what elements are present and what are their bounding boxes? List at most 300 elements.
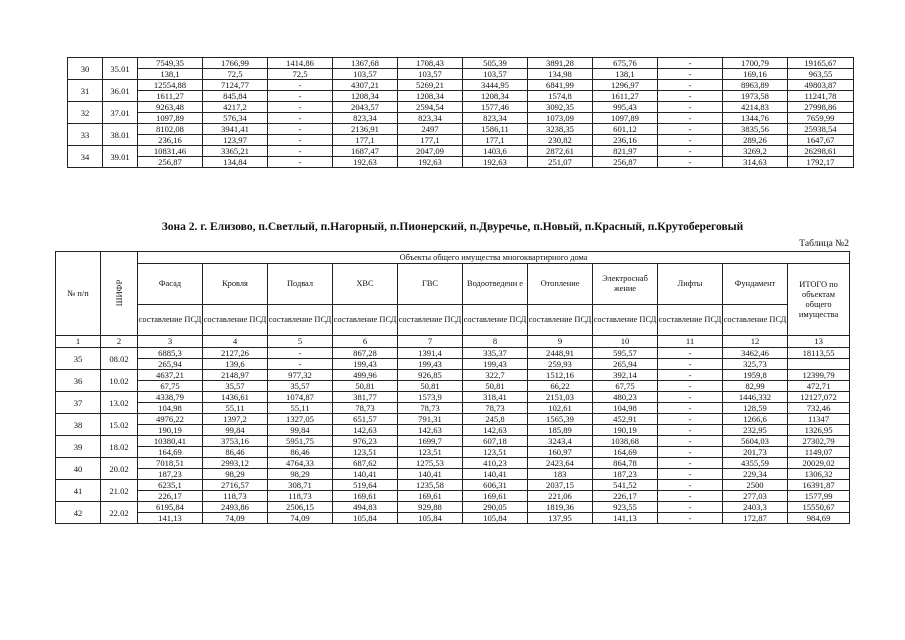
cell-cost: 2403,3 xyxy=(723,502,788,513)
cell-psd-cost: 187,23 xyxy=(138,469,203,480)
row-shifr: 15.02 xyxy=(101,414,138,436)
cell-psd-cost: - xyxy=(658,425,723,436)
table-row xyxy=(56,381,850,392)
cell-psd-cost: - xyxy=(658,513,723,524)
cell-cost: 4217,2 xyxy=(203,102,268,113)
cell-cost: 1573,9 xyxy=(398,392,463,403)
cell-psd-cost: - xyxy=(658,91,723,102)
cell-psd-cost: 169,61 xyxy=(463,491,528,502)
cell-psd-cost: 1208,34 xyxy=(463,91,528,102)
cell-psd-cost: 1306,32 xyxy=(788,469,850,480)
table-row xyxy=(56,414,850,425)
cell-cost: 410,23 xyxy=(463,458,528,469)
cell-cost: 335,37 xyxy=(463,348,528,359)
table-row xyxy=(56,469,850,480)
cell-cost: 3092,35 xyxy=(528,102,593,113)
row-number: 33 xyxy=(68,124,103,146)
cell-cost: 1577,46 xyxy=(463,102,528,113)
cell-cost: 601,12 xyxy=(593,124,658,135)
cell-cost: 2993,12 xyxy=(203,458,268,469)
cell-cost: 3891,28 xyxy=(528,58,593,69)
cell-cost: 1266,6 xyxy=(723,414,788,425)
header-column-number: 6 xyxy=(333,336,398,348)
cell-cost: 4764,33 xyxy=(268,458,333,469)
header-category: Водоотведени е xyxy=(463,264,528,305)
cell-psd-cost: 138,1 xyxy=(593,69,658,80)
header-column-number: 5 xyxy=(268,336,333,348)
cell-cost: 1565,39 xyxy=(528,414,593,425)
cell-cost: 2151,03 xyxy=(528,392,593,403)
table-row xyxy=(68,91,854,102)
table-row xyxy=(56,392,850,403)
cell-cost: 1367,68 xyxy=(333,58,398,69)
cell-psd-cost: 105,84 xyxy=(398,513,463,524)
cell-cost: 1391,4 xyxy=(398,348,463,359)
cell-psd-cost: 123,51 xyxy=(333,447,398,458)
cell-psd-cost: 251,07 xyxy=(528,157,593,168)
cell-psd-cost: 1647,67 xyxy=(788,135,854,146)
cell-psd-cost: 104,98 xyxy=(593,403,658,414)
cell-cost: 519,64 xyxy=(333,480,398,491)
cell-cost: 6841,99 xyxy=(528,80,593,91)
cell-psd-cost: 185,89 xyxy=(528,425,593,436)
cell-psd-cost: 169,16 xyxy=(723,69,788,80)
cell-cost: 505,39 xyxy=(463,58,528,69)
header-group: Объекты общего имущества многоквартирного дома xyxy=(138,252,850,264)
cell-cost: 12127,072 xyxy=(788,392,850,403)
cell-psd-cost: 1097,89 xyxy=(593,113,658,124)
header-category: Кровля xyxy=(203,264,268,305)
cell-cost: 2136,91 xyxy=(333,124,398,135)
cell-cost: 11347 xyxy=(788,414,850,425)
cell-cost: 245,8 xyxy=(463,414,528,425)
cell-psd-cost: 177,1 xyxy=(398,135,463,146)
cell-cost: 8102,08 xyxy=(138,124,203,135)
cell-psd-cost xyxy=(788,359,850,370)
cell-cost: 1446,332 xyxy=(723,392,788,403)
cell-psd-cost: 259,93 xyxy=(528,359,593,370)
cell-cost: 651,57 xyxy=(333,414,398,425)
cell-psd-cost: 105,84 xyxy=(463,513,528,524)
cell-cost: - xyxy=(658,80,723,91)
cell-psd-cost: 86,46 xyxy=(268,447,333,458)
cell-cost: 3238,35 xyxy=(528,124,593,135)
header-sub-psd: составление ПСД xyxy=(138,305,203,336)
cell-cost: 308,71 xyxy=(268,480,333,491)
cell-cost: 3444,95 xyxy=(463,80,528,91)
header-column-number: 12 xyxy=(723,336,788,348)
cell-cost: 595,57 xyxy=(593,348,658,359)
cell-cost: 976,23 xyxy=(333,436,398,447)
cell-psd-cost: 226,17 xyxy=(138,491,203,502)
cell-psd-cost: 183 xyxy=(528,469,593,480)
cell-psd-cost: 199,43 xyxy=(398,359,463,370)
cell-psd-cost: 138,1 xyxy=(138,69,203,80)
cell-psd-cost: 50,81 xyxy=(333,381,398,392)
table-row xyxy=(68,69,854,80)
cell-cost: 923,55 xyxy=(593,502,658,513)
cell-cost: 2037,15 xyxy=(528,480,593,491)
header-sub-psd: составление ПСД xyxy=(658,305,723,336)
header-sub-psd: составление ПСД xyxy=(398,305,463,336)
row-shifr: 38.01 xyxy=(103,124,138,146)
cell-cost: 1074,87 xyxy=(268,392,333,403)
cell-cost: 15550,67 xyxy=(788,502,850,513)
cell-cost: - xyxy=(268,124,333,135)
cell-cost: 606,31 xyxy=(463,480,528,491)
cell-psd-cost: 50,81 xyxy=(463,381,528,392)
header-total: ИТОГО по объектам общего имущества xyxy=(788,264,850,336)
cell-psd-cost: 325,73 xyxy=(723,359,788,370)
cell-cost: 1959,8 xyxy=(723,370,788,381)
row-number: 40 xyxy=(56,458,101,480)
table-row xyxy=(56,425,850,436)
cell-psd-cost: 314,63 xyxy=(723,157,788,168)
cell-psd-cost: 50,81 xyxy=(398,381,463,392)
cell-cost: 2043,57 xyxy=(333,102,398,113)
cell-cost: - xyxy=(268,146,333,157)
cell-psd-cost: 134,84 xyxy=(203,157,268,168)
cell-psd-cost: 823,34 xyxy=(463,113,528,124)
cell-cost: 2500 xyxy=(723,480,788,491)
cell-cost: 926,85 xyxy=(398,370,463,381)
cell-cost: - xyxy=(658,392,723,403)
cell-psd-cost: 123,97 xyxy=(203,135,268,146)
cell-psd-cost: 1208,34 xyxy=(398,91,463,102)
cell-psd-cost: 1792,17 xyxy=(788,157,854,168)
cell-psd-cost: 78,73 xyxy=(463,403,528,414)
table-row xyxy=(68,135,854,146)
cell-psd-cost: 236,16 xyxy=(593,135,658,146)
row-shifr: 22.02 xyxy=(101,502,138,524)
cell-psd-cost: 984,69 xyxy=(788,513,850,524)
cell-cost: 1687,47 xyxy=(333,146,398,157)
cell-psd-cost: 98,29 xyxy=(203,469,268,480)
table-row xyxy=(56,502,850,513)
cell-cost: 1397,2 xyxy=(203,414,268,425)
table-row xyxy=(56,403,850,414)
cell-psd-cost: - xyxy=(658,69,723,80)
cell-psd-cost: 1611,27 xyxy=(593,91,658,102)
cell-cost: 1038,68 xyxy=(593,436,658,447)
cell-psd-cost: 192,63 xyxy=(463,157,528,168)
cell-psd-cost: 139,6 xyxy=(203,359,268,370)
cell-cost: 6195,84 xyxy=(138,502,203,513)
cell-psd-cost: 78,73 xyxy=(333,403,398,414)
header-no: № п/п xyxy=(56,252,101,336)
header-column-number: 10 xyxy=(593,336,658,348)
table-row xyxy=(56,359,850,370)
cell-psd-cost: 172,87 xyxy=(723,513,788,524)
cell-psd-cost: 1574,8 xyxy=(528,91,593,102)
header-sub-psd: составление ПСД xyxy=(333,305,398,336)
cell-cost: 1586,11 xyxy=(463,124,528,135)
bottom-data-table xyxy=(55,251,850,524)
cell-psd-cost: 7659,99 xyxy=(788,113,854,124)
cell-psd-cost: 123,51 xyxy=(463,447,528,458)
row-shifr: 36.01 xyxy=(103,80,138,102)
cell-psd-cost: 142,63 xyxy=(398,425,463,436)
header-column-number: 11 xyxy=(658,336,723,348)
row-number: 30 xyxy=(68,58,103,80)
table-row xyxy=(56,370,850,381)
cell-cost: - xyxy=(658,58,723,69)
cell-cost: 2506,15 xyxy=(268,502,333,513)
cell-cost: - xyxy=(658,370,723,381)
cell-cost: 25938,54 xyxy=(788,124,854,135)
cell-cost: 6235,1 xyxy=(138,480,203,491)
cell-cost: - xyxy=(658,502,723,513)
cell-psd-cost: 190,19 xyxy=(138,425,203,436)
header-category: ХВС xyxy=(333,264,398,305)
cell-psd-cost: - xyxy=(268,135,333,146)
cell-psd-cost: 732,46 xyxy=(788,403,850,414)
header-sub-psd: составление ПСД xyxy=(528,305,593,336)
cell-cost: 929,88 xyxy=(398,502,463,513)
header-column-number: 1 xyxy=(56,336,101,348)
cell-cost: 2127,26 xyxy=(203,348,268,359)
cell-cost: 2047,09 xyxy=(398,146,463,157)
cell-psd-cost: 277,03 xyxy=(723,491,788,502)
cell-psd-cost: 35,57 xyxy=(268,381,333,392)
cell-cost: 49803,87 xyxy=(788,80,854,91)
header-sub-psd: составление ПСД xyxy=(593,305,658,336)
cell-cost: 2493,86 xyxy=(203,502,268,513)
cell-psd-cost: - xyxy=(658,135,723,146)
cell-cost: 4307,21 xyxy=(333,80,398,91)
cell-psd-cost: 1611,27 xyxy=(138,91,203,102)
cell-psd-cost: 229,34 xyxy=(723,469,788,480)
header-category: Фундамент xyxy=(723,264,788,305)
cell-psd-cost: 35,57 xyxy=(203,381,268,392)
cell-cost: - xyxy=(658,414,723,425)
cell-psd-cost: 141,13 xyxy=(593,513,658,524)
cell-cost: 290,05 xyxy=(463,502,528,513)
cell-psd-cost: 82,99 xyxy=(723,381,788,392)
cell-psd-cost: 265,94 xyxy=(593,359,658,370)
header-sub-psd: составление ПСД xyxy=(723,305,788,336)
cell-psd-cost: 1097,89 xyxy=(138,113,203,124)
cell-cost: 1327,05 xyxy=(268,414,333,425)
cell-cost: - xyxy=(658,458,723,469)
header-shifr-label: ШИФР xyxy=(113,279,124,307)
cell-psd-cost: - xyxy=(658,403,723,414)
cell-psd-cost: 66,22 xyxy=(528,381,593,392)
cell-psd-cost: 142,63 xyxy=(333,425,398,436)
cell-cost: 4976,22 xyxy=(138,414,203,425)
cell-psd-cost: 118,73 xyxy=(203,491,268,502)
cell-cost: 1819,36 xyxy=(528,502,593,513)
header-column-number: 13 xyxy=(788,336,850,348)
cell-psd-cost: 128,59 xyxy=(723,403,788,414)
cell-psd-cost: 1208,34 xyxy=(333,91,398,102)
cell-cost: 10831,46 xyxy=(138,146,203,157)
cell-cost: - xyxy=(658,102,723,113)
cell-cost: 1700,79 xyxy=(723,58,788,69)
row-number: 39 xyxy=(56,436,101,458)
cell-cost: 16391,87 xyxy=(788,480,850,491)
cell-cost: 499,96 xyxy=(333,370,398,381)
header-category: Отопление xyxy=(528,264,593,305)
cell-cost: 318,41 xyxy=(463,392,528,403)
cell-cost: 995,43 xyxy=(593,102,658,113)
cell-cost: 2872,61 xyxy=(528,146,593,157)
cell-psd-cost: 199,43 xyxy=(463,359,528,370)
cell-psd-cost: 55,11 xyxy=(203,403,268,414)
cell-psd-cost: 78,73 xyxy=(398,403,463,414)
cell-psd-cost: 265,94 xyxy=(138,359,203,370)
header-column-number: 3 xyxy=(138,336,203,348)
zone-title: Зона 2. г. Елизово, п.Светлый, п.Нагорный, п.Пионерский, п.Двуречье, п.Новый, п.Красный, п.Крутобереговый xyxy=(161,221,744,233)
cell-psd-cost: - xyxy=(268,113,333,124)
cell-cost: 26298,61 xyxy=(788,146,854,157)
cell-psd-cost: 845,84 xyxy=(203,91,268,102)
cell-cost: 7549,35 xyxy=(138,58,203,69)
row-shifr: 13.02 xyxy=(101,392,138,414)
cell-psd-cost: 102,61 xyxy=(528,403,593,414)
header-column-number: 9 xyxy=(528,336,593,348)
cell-psd-cost: 823,34 xyxy=(398,113,463,124)
cell-psd-cost: 1149,07 xyxy=(788,447,850,458)
cell-psd-cost: - xyxy=(268,359,333,370)
cell-cost: 675,76 xyxy=(593,58,658,69)
cell-cost: 1436,61 xyxy=(203,392,268,403)
cell-cost: 4214,83 xyxy=(723,102,788,113)
cell-psd-cost: 289,26 xyxy=(723,135,788,146)
cell-cost: 867,28 xyxy=(333,348,398,359)
cell-psd-cost: - xyxy=(658,469,723,480)
cell-cost: 1699,7 xyxy=(398,436,463,447)
cell-psd-cost: 192,63 xyxy=(333,157,398,168)
cell-cost: 5604,03 xyxy=(723,436,788,447)
cell-psd-cost: 221,06 xyxy=(528,491,593,502)
cell-psd-cost: 140,41 xyxy=(463,469,528,480)
cell-cost: 20029,02 xyxy=(788,458,850,469)
cell-cost: 392,14 xyxy=(593,370,658,381)
cell-psd-cost: 103,57 xyxy=(398,69,463,80)
cell-cost: 1414,86 xyxy=(268,58,333,69)
cell-cost: 3269,2 xyxy=(723,146,788,157)
cell-cost: 10380,41 xyxy=(138,436,203,447)
table-row xyxy=(68,102,854,113)
cell-cost: 27998,86 xyxy=(788,102,854,113)
cell-cost: 3243,4 xyxy=(528,436,593,447)
cell-cost: - xyxy=(658,480,723,491)
cell-psd-cost: 104,98 xyxy=(138,403,203,414)
cell-cost: 7124,77 xyxy=(203,80,268,91)
cell-cost: 1708,43 xyxy=(398,58,463,69)
top-data-table xyxy=(67,57,854,168)
cell-psd-cost: - xyxy=(658,157,723,168)
cell-psd-cost: 118,73 xyxy=(268,491,333,502)
row-number: 38 xyxy=(56,414,101,436)
cell-cost: 1296,97 xyxy=(593,80,658,91)
cell-psd-cost: 232,95 xyxy=(723,425,788,436)
cell-cost: 18113,55 xyxy=(788,348,850,359)
cell-cost: 27302,79 xyxy=(788,436,850,447)
cell-cost: 821,97 xyxy=(593,146,658,157)
cell-psd-cost: 177,1 xyxy=(463,135,528,146)
row-number: 34 xyxy=(68,146,103,168)
cell-psd-cost: 192,63 xyxy=(398,157,463,168)
row-shifr: 35.01 xyxy=(103,58,138,80)
cell-psd-cost: 256,87 xyxy=(138,157,203,168)
header-column-number: 4 xyxy=(203,336,268,348)
cell-psd-cost: 256,87 xyxy=(593,157,658,168)
header-sub-psd: составление ПСД xyxy=(463,305,528,336)
cell-psd-cost: - xyxy=(658,359,723,370)
row-shifr: 21.02 xyxy=(101,480,138,502)
cell-cost: 8963,89 xyxy=(723,80,788,91)
header-category: Лифты xyxy=(658,264,723,305)
cell-psd-cost: 236,16 xyxy=(138,135,203,146)
row-number: 41 xyxy=(56,480,101,502)
cell-cost: 791,31 xyxy=(398,414,463,425)
cell-psd-cost: 140,41 xyxy=(398,469,463,480)
cell-psd-cost: - xyxy=(658,491,723,502)
cell-cost: 864,78 xyxy=(593,458,658,469)
cell-cost: 3835,56 xyxy=(723,124,788,135)
cell-psd-cost: 576,34 xyxy=(203,113,268,124)
table-row xyxy=(68,146,854,157)
header-column-number: 7 xyxy=(398,336,463,348)
cell-cost: 3753,16 xyxy=(203,436,268,447)
cell-psd-cost: 74,09 xyxy=(268,513,333,524)
cell-cost: 3462,46 xyxy=(723,348,788,359)
cell-psd-cost: - xyxy=(658,113,723,124)
cell-psd-cost: 190,19 xyxy=(593,425,658,436)
cell-cost: 3941,41 xyxy=(203,124,268,135)
header-column-number: 2 xyxy=(101,336,138,348)
cell-cost: 6885,3 xyxy=(138,348,203,359)
cell-cost: 977,32 xyxy=(268,370,333,381)
cell-psd-cost: 98,29 xyxy=(268,469,333,480)
cell-psd-cost: 142,63 xyxy=(463,425,528,436)
cell-psd-cost: 140,41 xyxy=(333,469,398,480)
cell-cost: 494,83 xyxy=(333,502,398,513)
table-row xyxy=(56,447,850,458)
cell-cost: 5269,21 xyxy=(398,80,463,91)
row-shifr: 37.01 xyxy=(103,102,138,124)
header-column-number: 8 xyxy=(463,336,528,348)
cell-psd-cost: 187,23 xyxy=(593,469,658,480)
table-row xyxy=(56,480,850,491)
row-number: 35 xyxy=(56,348,101,370)
cell-psd-cost: - xyxy=(268,157,333,168)
cell-cost: 3365,21 xyxy=(203,146,268,157)
cell-cost: 7018,51 xyxy=(138,458,203,469)
cell-cost: 2423,64 xyxy=(528,458,593,469)
header-category: Фасад xyxy=(138,264,203,305)
cell-cost: 2148,97 xyxy=(203,370,268,381)
row-number: 37 xyxy=(56,392,101,414)
cell-psd-cost: 99,84 xyxy=(203,425,268,436)
cell-cost: 4637,21 xyxy=(138,370,203,381)
cell-psd-cost: 67,75 xyxy=(138,381,203,392)
cell-cost: - xyxy=(268,80,333,91)
cell-cost: 2594,54 xyxy=(398,102,463,113)
cell-psd-cost: 199,43 xyxy=(333,359,398,370)
cell-cost: 9263,48 xyxy=(138,102,203,113)
cell-cost: 1235,58 xyxy=(398,480,463,491)
header-sub-psd: составление ПСД xyxy=(203,305,268,336)
cell-psd-cost: 823,34 xyxy=(333,113,398,124)
header-category: ГВС xyxy=(398,264,463,305)
cell-cost: 12554,88 xyxy=(138,80,203,91)
cell-cost: 607,18 xyxy=(463,436,528,447)
cell-psd-cost: 169,61 xyxy=(333,491,398,502)
cell-cost: - xyxy=(268,102,333,113)
